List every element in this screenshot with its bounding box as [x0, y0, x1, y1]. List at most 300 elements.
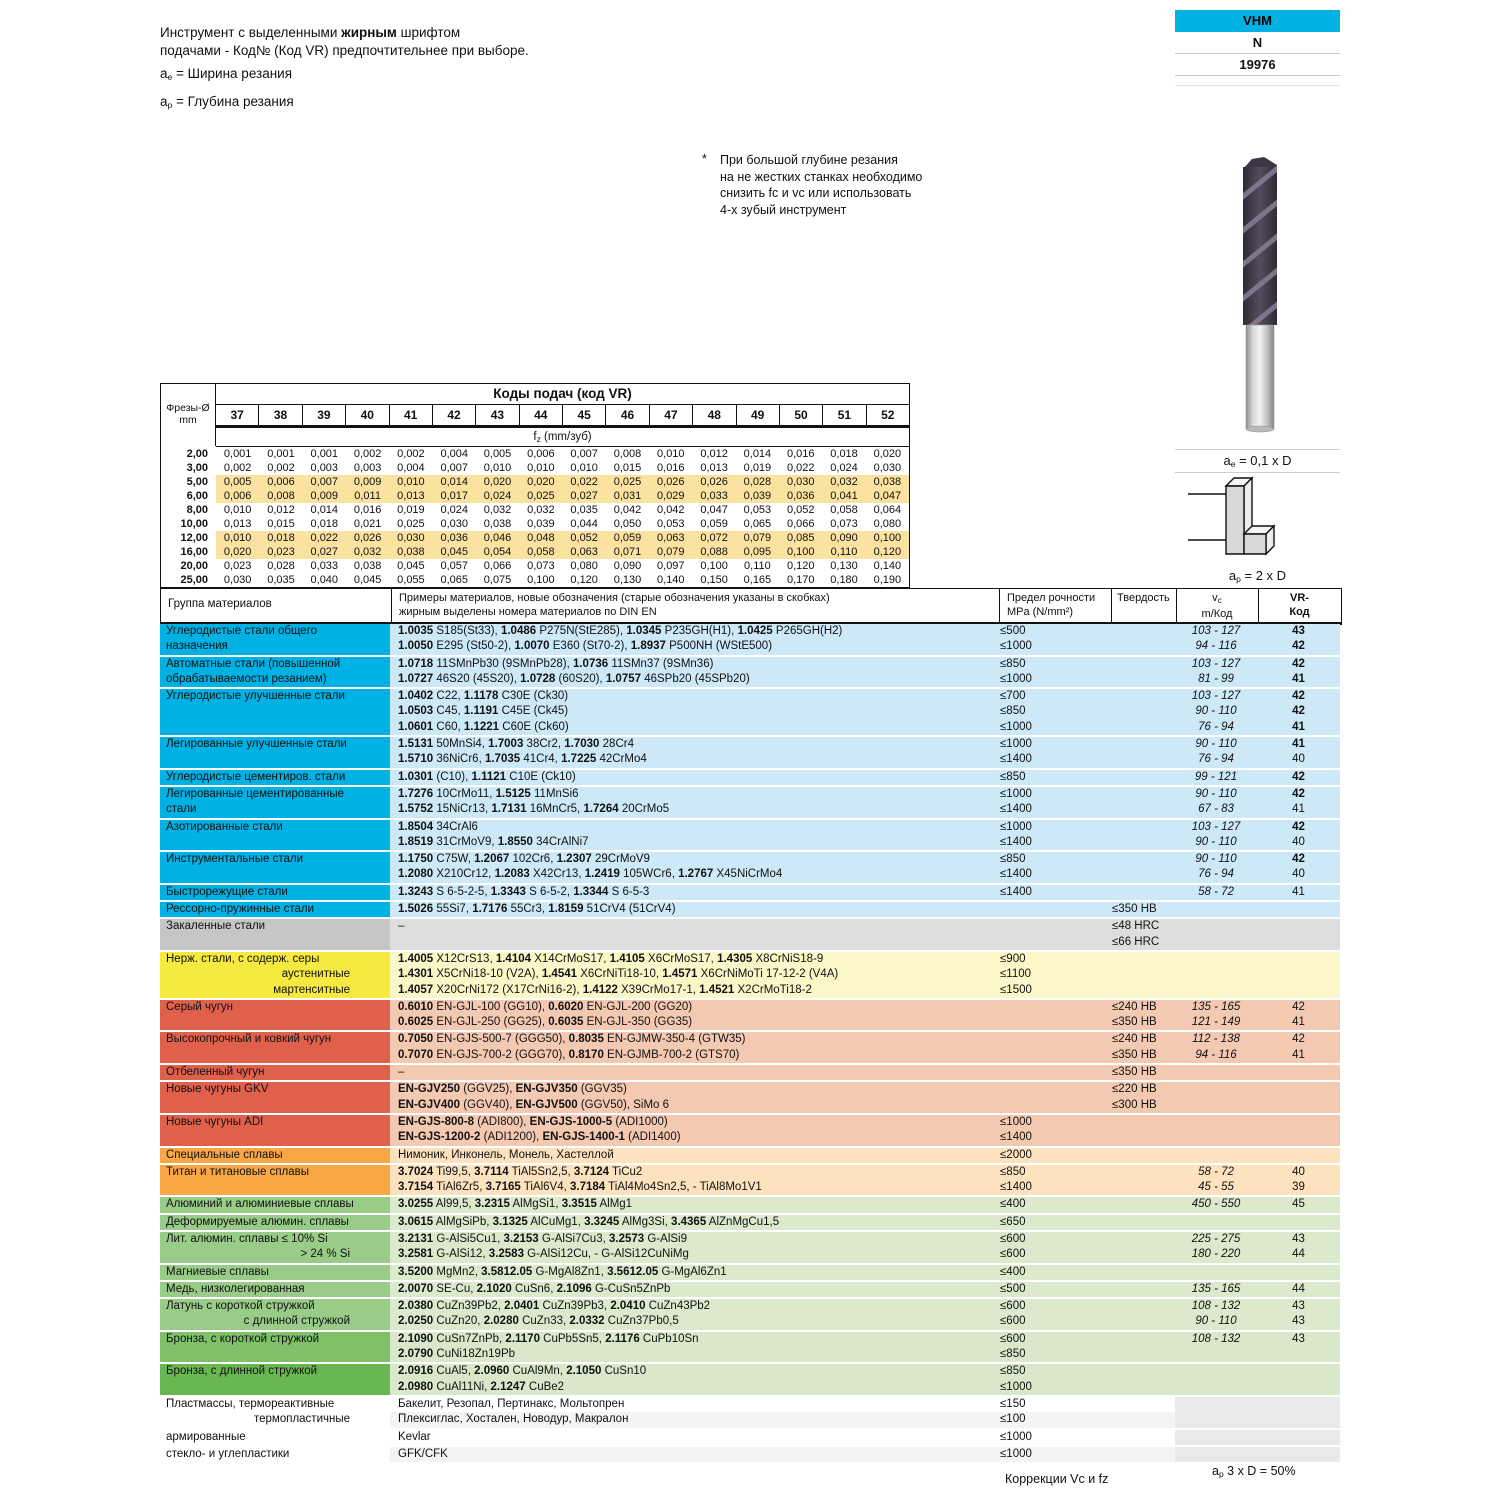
column-divider: [999, 589, 1000, 622]
material-group-rows: [390, 624, 1340, 655]
feed-values: [216, 517, 909, 531]
material-examples: 1.0601 C60, 1.1221 C60E (Ck60): [398, 720, 569, 733]
material-examples: 3.7154 TiAl6Zr5, 3.7165 TiAl6V4, 3.7184 TiAl4Mo4Sn2,5, - TiAl8Mo1V1: [398, 1181, 762, 1194]
material-row: [390, 1065, 1340, 1080]
material-row: [390, 1232, 1340, 1247]
feed-cell: 0,046: [483, 532, 512, 544]
feed-row: [161, 447, 909, 461]
tensile-strength-value: ≤2000: [1000, 1148, 1032, 1161]
material-row: [390, 935, 1340, 950]
material-group-name: армированные: [166, 1430, 246, 1443]
feed-cell: 0,013: [397, 490, 425, 502]
vr-code-value: 42: [1292, 690, 1305, 703]
vr-code-value: 41: [1292, 672, 1305, 685]
cutting-speed-value: 90 - 110: [1195, 853, 1237, 866]
material-group-name: стали: [166, 803, 197, 816]
feed-values: [216, 545, 909, 559]
ap-definition-text: = Глубина резания: [172, 94, 294, 109]
material-row: [390, 852, 1340, 867]
feed-cell: 0,009: [353, 476, 382, 488]
cutting-speed-value: 180 - 220: [1191, 1248, 1241, 1261]
feed-cell: 0,006: [223, 490, 252, 502]
material-examples: 1.5131 50MnSi4, 1.7003 38Cr2, 1.7030 28Cr4: [398, 738, 634, 751]
material-group-rows: [390, 1197, 1340, 1212]
feed-cell: 0,039: [527, 518, 555, 530]
material-examples: 1.0050 E295 (St50-2), 1.0070 E360 (St70-2), 1.8937 P500NH (WStE500): [398, 640, 773, 653]
feed-cell: 0,036: [786, 490, 815, 502]
feed-cell: 0,054: [483, 546, 512, 558]
fz-symbol: f: [533, 431, 537, 443]
material-row: [390, 835, 1340, 850]
feed-cell: 0,016: [657, 462, 685, 474]
material-group-rows: [390, 1148, 1340, 1163]
material-group-name: назначения: [166, 640, 228, 653]
feed-row: [161, 545, 909, 559]
cutting-depth-definition: [160, 94, 294, 110]
feed-cell: 0,057: [440, 560, 468, 572]
material-row: [390, 1299, 1340, 1314]
feed-cell: 0,008: [267, 490, 295, 502]
vr-header-line2: Код: [1289, 605, 1310, 618]
material-row: [390, 1314, 1340, 1329]
feed-cell: 0,042: [613, 504, 642, 516]
hardness-value: ≤240 HB: [1112, 1000, 1157, 1013]
material-group: [160, 1265, 1340, 1280]
vr-code-value: 39: [1292, 1181, 1305, 1194]
feed-cell: 0,031: [613, 490, 642, 502]
material-group-name: Азотированные стали: [166, 820, 283, 833]
material-examples: 1.4005 X12CrS13, 1.4104 X14CrMoS17, 1.4105 X6CrMoS17, 1.4305 X8CrNiS18-9: [398, 952, 824, 965]
material-group-name: Углеродистые цементиров. стали: [166, 770, 346, 783]
vr-code-value: 42: [1292, 640, 1305, 653]
feed-cell: 0,150: [700, 574, 728, 586]
tensile-strength-value: ≤1000: [1000, 720, 1032, 733]
tool-material-badge: VHM: [1175, 10, 1340, 32]
tensile-strength-value: ≤500: [1000, 625, 1026, 637]
column-divider: [391, 589, 392, 622]
ap-subscript: p: [1218, 1469, 1224, 1479]
material-examples: Бакелит, Резопал, Пертинакс, Мольтопрен: [398, 1397, 625, 1410]
feed-cell: 0,052: [570, 532, 598, 544]
feed-cell: 0,040: [310, 574, 339, 586]
tensile-strength-value: ≤1000: [1000, 672, 1032, 685]
material-group: [160, 1430, 1340, 1445]
feed-cell: 0,020: [527, 476, 555, 488]
material-group: [160, 1065, 1340, 1080]
feed-cell: 0,095: [743, 546, 772, 558]
cutting-width-definition: [160, 66, 292, 82]
material-group-name: аустенитные: [281, 968, 350, 981]
material-row: [390, 967, 1340, 982]
feed-values: [216, 461, 909, 475]
feed-cell: 0,011: [354, 490, 381, 502]
material-group-rows: [390, 1000, 1340, 1031]
tensile-strength-value: ≤1000: [1000, 1430, 1032, 1443]
material-row: [390, 1332, 1340, 1347]
hardness-value: ≤220 HB: [1112, 1083, 1157, 1096]
feed-code-header: 39: [302, 405, 345, 425]
feed-cell: 0,059: [700, 518, 728, 530]
feed-cell: 0,025: [527, 490, 555, 502]
feed-cell: 0,021: [353, 518, 382, 530]
feed-cell: 0,004: [397, 462, 425, 474]
hardness-value: ≤350 HB: [1112, 1048, 1157, 1061]
material-group-rows: [390, 1430, 1340, 1445]
header-vr-code: [1258, 592, 1341, 619]
material-group-name: Титан и титановые сплавы: [166, 1165, 310, 1178]
feed-cell: 0,001: [223, 448, 252, 460]
material-group-rows: [390, 1282, 1340, 1297]
feed-cell: 0,100: [873, 532, 902, 544]
feed-codes-row: [216, 405, 909, 425]
feed-cell: 0,012: [700, 448, 728, 460]
ap-symbol: a: [1212, 1464, 1219, 1478]
material-row: [390, 952, 1340, 967]
vr-code-value: 41: [1292, 1016, 1305, 1029]
feed-cell: 0,015: [613, 462, 642, 474]
feed-codes-table: [160, 383, 910, 588]
article-number: 19976: [1175, 54, 1340, 76]
feed-cell: 0,044: [570, 518, 598, 530]
feed-cell: 0,050: [613, 518, 642, 530]
feed-row: [161, 503, 909, 517]
cutting-speed-value: 103 - 127: [1191, 625, 1241, 637]
feed-cell: 0,018: [267, 532, 295, 544]
material-group-label: [160, 852, 390, 883]
feed-cell: 0,140: [657, 574, 685, 586]
feed-cell: 0,022: [786, 462, 815, 474]
tensile-strength-value: ≤600: [1000, 1248, 1026, 1261]
vr-code-value: 43: [1292, 625, 1305, 637]
material-group-rows: [390, 1299, 1340, 1330]
feed-cell: 0,064: [873, 504, 902, 516]
feed-cell: 0,010: [223, 504, 252, 516]
feed-cell: 0,079: [743, 532, 772, 544]
cutting-speed-value: 103 - 127: [1191, 690, 1241, 703]
material-row: [390, 752, 1340, 767]
material-group-label: [160, 885, 390, 900]
vc-symbol: v: [1212, 592, 1218, 604]
feed-cell: 0,007: [310, 476, 339, 488]
cutting-speed-value: 67 - 83: [1198, 803, 1234, 816]
material-examples: 1.0718 11SMnPb30 (9SMnPb28), 1.0736 11SMn37 (9SMn36): [398, 657, 714, 670]
material-group-rows: [390, 770, 1340, 785]
vr-code-value: 40: [1292, 753, 1305, 766]
vr-code-value: 42: [1292, 657, 1305, 670]
cutter-diameter: 3,00: [186, 462, 208, 474]
feed-cell: 0,024: [440, 504, 468, 516]
feed-cell: 0,016: [353, 504, 382, 516]
material-group-label: [160, 1165, 390, 1196]
tool-shank: [1246, 325, 1274, 429]
ap-correction-value: 3 x D = 50%: [1223, 1464, 1296, 1478]
feed-cell: 0,047: [700, 504, 728, 516]
feed-table-title: Коды подач (код VR): [216, 384, 909, 405]
material-group: [160, 1364, 1340, 1395]
material-row: [390, 867, 1340, 882]
material-group-name: > 24 % Si: [300, 1248, 350, 1261]
material-examples: Плексиглас, Хостален, Новодур, Макралон: [398, 1413, 629, 1426]
feed-rows: [161, 447, 909, 587]
intro-text: [160, 24, 529, 60]
shank-end: [1246, 426, 1274, 432]
feed-cell: 0,032: [830, 476, 858, 488]
cutting-speed-value: 112 - 138: [1192, 1033, 1240, 1046]
feed-cell: 0,045: [440, 546, 468, 558]
material-examples: 3.5200 MgMn2, 3.5812.05 G-MgAl8Zn1, 3.5612.05 G-MgAl6Zn1: [398, 1265, 727, 1278]
fz-unit-row: [216, 428, 909, 447]
material-examples: 1.8519 31CrMoV9, 1.8550 34CrAlNi7: [398, 835, 589, 848]
vr-code-value: 43: [1292, 1232, 1305, 1245]
material-examples: 2.0380 CuZn39Pb2, 2.0401 CuZn39Pb3, 2.0410 CuZn43Pb2: [398, 1300, 711, 1313]
material-group-rows: [390, 1447, 1340, 1462]
material-group: [160, 1215, 1340, 1230]
material-group-name: Бронза, с короткой стружкой: [166, 1332, 320, 1345]
feed-cell: 0,053: [657, 518, 685, 530]
material-row: [390, 1000, 1340, 1015]
feed-cell: 0,024: [483, 490, 512, 502]
tensile-strength-value: ≤850: [1000, 1165, 1026, 1178]
tensile-strength-value: ≤1400: [1000, 868, 1032, 881]
cutting-speed-value: 108 - 132: [1191, 1332, 1241, 1345]
feed-cell: 0,120: [786, 560, 815, 572]
tensile-strength-value: ≤1000: [1000, 738, 1032, 751]
vr-code-value: 41: [1292, 885, 1305, 898]
material-group-rows: [390, 737, 1340, 768]
hardness-value: ≤240 HB: [1112, 1033, 1157, 1046]
vr-code-value: 42: [1292, 770, 1305, 783]
material-group-name: Автоматные стали (повышенной: [166, 657, 341, 670]
corrections-note: Коррекции Vc и fz: [1005, 1472, 1109, 1486]
feed-cell: 0,130: [830, 560, 858, 572]
feed-cell: 0,030: [397, 532, 425, 544]
vr-code-value: 41: [1292, 720, 1305, 733]
material-group-rows: [390, 1165, 1340, 1196]
feed-cell: 0,020: [483, 476, 512, 488]
material-row: [390, 1215, 1340, 1230]
feed-row: [161, 489, 909, 503]
material-group-name: Рессорно-пружинные стали: [166, 903, 315, 916]
material-group-name: термопластичные: [253, 1413, 350, 1426]
tensile-strength-value: ≤1400: [1000, 1181, 1032, 1194]
material-group-label: [160, 1265, 390, 1280]
feed-cell: 0,030: [223, 574, 252, 586]
feed-cell: 0,018: [830, 448, 858, 460]
material-examples: 1.0402 C22, 1.1178 C30E (Ck30): [398, 690, 569, 703]
material-group-name: Углеродистые улучшенные стали: [166, 690, 345, 703]
feed-code-header: 38: [258, 405, 301, 425]
material-group: [160, 1115, 1340, 1146]
material-group-name: Специальные сплавы: [166, 1148, 283, 1161]
feed-cell: 0,028: [267, 560, 295, 572]
material-group: [160, 952, 1340, 998]
material-examples: Kevlar: [398, 1430, 431, 1443]
material-row: [390, 1265, 1340, 1280]
cutting-speed-value: 81 - 99: [1198, 672, 1234, 685]
feed-cell: 0,027: [310, 546, 339, 558]
material-examples: 1.2080 X210Cr12, 1.2083 X42Cr13, 1.2419 105WCr6, 1.2767 X45NiCrMo4: [398, 868, 783, 881]
feed-cell: 0,032: [353, 546, 382, 558]
material-group-name: с длинной стружкой: [243, 1315, 350, 1328]
material-row: [390, 704, 1340, 719]
tensile-strength-value: ≤1000: [1000, 1447, 1032, 1460]
material-group-label: [160, 1447, 390, 1462]
material-group-name: Закаленные стали: [166, 920, 266, 933]
material-group-name: Быстрорежущие стали: [166, 885, 288, 898]
material-group-rows: [390, 787, 1340, 818]
material-row: [390, 1130, 1340, 1145]
header-tensile-strength: [1007, 592, 1095, 619]
feed-cell: 0,020: [873, 448, 902, 460]
material-group: [160, 1148, 1340, 1163]
cutter-diameter: 16,00: [180, 546, 208, 558]
ap-symbol: a: [1228, 568, 1237, 583]
cutting-speed-value: 135 - 165: [1191, 1282, 1241, 1295]
cutting-speed-value: 450 - 550: [1191, 1198, 1241, 1211]
header-examples: [399, 592, 830, 619]
material-examples: EN-GJV250 (GGV25), EN-GJV350 (GGV35): [398, 1083, 627, 1096]
header-hardness: Твердость: [1117, 592, 1170, 604]
cutting-speed-value: 90 - 110: [1195, 787, 1237, 800]
feed-cell: 0,088: [700, 546, 728, 558]
header-material-group: Группа материалов: [168, 598, 272, 610]
material-examples: 1.0035 S185(St33), 1.0486 P275N(StE285), 1.0345 P235GH(H1), 1.0425 P265GH(H2): [398, 625, 843, 637]
material-group-label: [160, 820, 390, 851]
material-group-rows: [390, 1232, 1340, 1263]
feed-code-header: 44: [519, 405, 562, 425]
material-group: [160, 624, 1340, 655]
feed-cell: 0,024: [830, 462, 858, 474]
material-row: [390, 1397, 1340, 1412]
material-group-rows: [390, 1332, 1340, 1363]
cutting-speed-value: 90 - 110: [1195, 835, 1237, 848]
feed-cell: 0,006: [527, 448, 555, 460]
feed-cell: 0,032: [527, 504, 555, 516]
vr-code-value: 42: [1292, 820, 1305, 833]
material-group-name: Инструментальные стали: [166, 853, 304, 866]
header-examples-line1: Примеры материалов, новые обозначения (старые обозначения указаны в скобках): [399, 592, 830, 604]
material-group-label: [160, 1197, 390, 1212]
ae-ratio-note: [1175, 449, 1340, 473]
material-row: [390, 1098, 1340, 1113]
fz-subscript: z: [536, 434, 541, 444]
feed-cell: 0,013: [700, 462, 728, 474]
material-group-name: обрабатываемости резанием): [166, 672, 327, 685]
feed-cell: 0,014: [310, 504, 339, 516]
material-row: [390, 1015, 1340, 1030]
column-divider: [1111, 589, 1112, 622]
tensile-strength-value: ≤1000: [1000, 820, 1032, 833]
material-row: [390, 624, 1340, 639]
material-row: [390, 1380, 1340, 1395]
material-group: [160, 919, 1340, 950]
feed-cell: 0,065: [440, 574, 468, 586]
feed-cell: 0,035: [570, 504, 598, 516]
feed-cell: 0,002: [353, 448, 382, 460]
vr-code-value: 40: [1292, 1165, 1305, 1178]
ap-subscript: p: [167, 100, 173, 110]
ae-subscript: e: [1230, 459, 1236, 469]
material-row: [390, 1180, 1340, 1195]
materials-body: [160, 624, 1340, 1464]
fz-unit: (mm/зуб): [540, 431, 592, 443]
feed-cell: 0,059: [613, 532, 642, 544]
vr-code-value: 42: [1292, 787, 1305, 800]
cutting-speed-value: 99 - 121: [1194, 770, 1238, 783]
feed-cell: 0,090: [613, 560, 642, 572]
material-row: [390, 1347, 1340, 1362]
feed-cell: 0,038: [397, 546, 425, 558]
vr-code-value: 42: [1292, 853, 1305, 866]
feed-cell: 0,003: [353, 462, 382, 474]
cutter-diameter: 25,00: [180, 574, 208, 586]
material-group-rows: [390, 1065, 1340, 1080]
feed-code-header: 45: [562, 405, 605, 425]
material-group-name: Серый чугун: [166, 1000, 234, 1013]
feed-cell: 0,027: [570, 490, 598, 502]
vr-code-value: 42: [1292, 1000, 1305, 1013]
hardness-value: ≤350 HB: [1112, 1066, 1157, 1079]
tensile-strength-value: ≤400: [1000, 1198, 1026, 1211]
material-group-label: [160, 1397, 390, 1428]
material-group: [160, 787, 1340, 818]
feed-cell: 0,079: [657, 546, 685, 558]
feed-values: [216, 447, 909, 461]
material-examples: 0.6025 EN-GJL-250 (GG25), 0.6035 EN-GJL-350 (GG35): [398, 1016, 693, 1029]
material-row: [390, 802, 1340, 817]
material-group-label: [160, 1282, 390, 1297]
vr-code-value: 42: [1292, 1033, 1305, 1046]
material-group: [160, 885, 1340, 900]
cutting-speed-value: 90 - 110: [1195, 738, 1237, 751]
feed-cell: 0,065: [743, 518, 772, 530]
feed-cell: 0,020: [223, 546, 252, 558]
material-group-label: [160, 1115, 390, 1146]
material-group: [160, 1232, 1340, 1263]
tensile-strength-value: ≤850: [1000, 770, 1026, 783]
material-group-name: Отбеленный чугун: [166, 1066, 265, 1079]
feed-cell: 0,038: [483, 518, 512, 530]
feed-cell: 0,190: [873, 574, 902, 586]
vr-code-value: 40: [1292, 868, 1305, 881]
feed-cell: 0,140: [873, 560, 902, 572]
material-group: [160, 657, 1340, 688]
header-examples-line2: жирным выделены номера материалов по DIN EN: [399, 605, 657, 618]
intro-line-2: подачами - Код№ (Код VR) предпочтительнее при выборе.: [160, 43, 529, 58]
ae-symbol: a: [160, 66, 168, 81]
material-row: [390, 820, 1340, 835]
feed-cell: 0,014: [440, 476, 468, 488]
material-row: [390, 885, 1340, 900]
feed-cell: 0,033: [310, 560, 339, 572]
tensile-strength-value: ≤1400: [1000, 885, 1032, 898]
material-examples: 3.7024 Ti99,5, 3.7114 TiAl5Sn2,5, 3.7124 TiCu2: [398, 1165, 643, 1178]
material-group-rows: [390, 1215, 1340, 1230]
feed-code-header: 49: [736, 405, 779, 425]
material-group-name: Алюминий и алюминиевые сплавы: [166, 1198, 354, 1211]
material-group: [160, 820, 1340, 851]
feed-cell: 0,006: [267, 476, 295, 488]
feed-cell: 0,019: [743, 462, 772, 474]
cutting-speed-value: 225 - 275: [1191, 1232, 1241, 1245]
tensile-strength-value: ≤400: [1000, 1265, 1026, 1278]
tensile-strength-value: ≤600: [1000, 1232, 1026, 1245]
material-group: [160, 1165, 1340, 1196]
feed-cell: 0,071: [613, 546, 642, 558]
cutting-speed-value: 58 - 72: [1198, 885, 1234, 898]
material-row: [390, 1412, 1340, 1427]
tensile-strength-value: ≤900: [1000, 952, 1026, 965]
